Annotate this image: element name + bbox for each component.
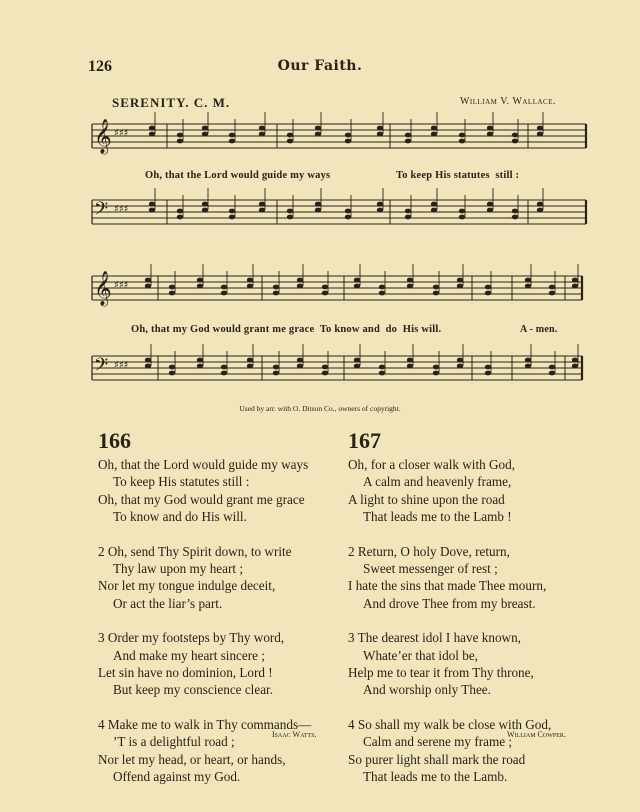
note-head xyxy=(177,139,183,144)
note-head xyxy=(549,285,555,290)
key-signature-icon: ♯♯♯ xyxy=(114,360,129,371)
key-signature-icon: ♯♯♯ xyxy=(114,280,129,291)
note-head xyxy=(315,208,321,213)
page-number: 126 xyxy=(88,58,112,75)
note-head xyxy=(169,285,175,290)
note-head xyxy=(177,209,183,214)
note-head xyxy=(525,278,531,283)
note-head xyxy=(405,209,411,214)
note-head xyxy=(433,285,439,290)
note-head xyxy=(485,291,491,296)
verse-line: 4 Make me to walk in Thy commands— xyxy=(98,716,312,732)
note-head xyxy=(315,202,321,207)
key-signature-icon: ♯♯♯ xyxy=(114,204,129,215)
note-head xyxy=(512,209,518,214)
verse-line: To keep His statutes still : xyxy=(113,474,250,490)
note-head xyxy=(537,202,543,207)
note-head xyxy=(487,126,493,131)
hymn-number-166: 166 xyxy=(98,428,131,453)
note-head xyxy=(512,215,518,220)
note-head xyxy=(273,365,279,370)
hymn-number-167: 167 xyxy=(348,428,381,453)
note-head xyxy=(202,126,208,131)
treble-clef-icon: 𝄞 xyxy=(94,271,112,306)
tune-name: SERENITY. C. M. xyxy=(112,95,231,110)
note-head xyxy=(287,139,293,144)
note-head xyxy=(525,358,531,363)
note-head xyxy=(221,285,227,290)
note-head xyxy=(221,371,227,376)
verse-line: Nor let my head, or heart, or hands, xyxy=(98,751,286,767)
note-head xyxy=(537,132,543,137)
verse-line: 2 Return, O holy Dove, return, xyxy=(348,543,510,559)
note-head xyxy=(297,284,303,289)
running-title: Our Faith. xyxy=(277,58,363,74)
copyright-notice: Used by arr. with O. Ditson Co., owners of copyright. xyxy=(239,404,401,413)
note-head xyxy=(177,215,183,220)
note-head xyxy=(315,132,321,137)
note-head xyxy=(229,215,235,220)
note-head xyxy=(457,358,463,363)
note-head xyxy=(572,358,578,363)
note-head xyxy=(433,291,439,296)
note-head xyxy=(525,364,531,369)
verse-line: That leads me to the Lamb. xyxy=(363,769,508,785)
stanza xyxy=(348,456,551,526)
note-head xyxy=(149,202,155,207)
note-head xyxy=(229,133,235,138)
verse-line: 3 Order my footsteps by Thy word, xyxy=(98,630,285,646)
note-head xyxy=(345,215,351,220)
note-head xyxy=(322,371,328,376)
note-head xyxy=(572,364,578,369)
note-head xyxy=(221,291,227,296)
note-head xyxy=(485,371,491,376)
note-head xyxy=(431,208,437,213)
note-head xyxy=(487,202,493,207)
verse-line: And worship only Thee. xyxy=(363,682,491,698)
note-head xyxy=(407,358,413,363)
note-head xyxy=(433,371,439,376)
note-head xyxy=(202,202,208,207)
note-head xyxy=(377,208,383,213)
note-head xyxy=(145,358,151,363)
note-head xyxy=(379,285,385,290)
verse-line: Oh, for a closer walk with God, xyxy=(348,457,516,472)
note-head xyxy=(379,365,385,370)
note-head xyxy=(354,284,360,289)
note-head xyxy=(457,364,463,369)
note-head xyxy=(322,285,328,290)
note-head xyxy=(169,371,175,376)
note-head xyxy=(512,133,518,138)
note-head xyxy=(354,358,360,363)
verse-line: Nor let my tongue indulge deceit, xyxy=(98,578,276,594)
note-head xyxy=(549,291,555,296)
key-signature-icon: ♯♯♯ xyxy=(114,128,129,139)
verse-line: And drove Thee from my breast. xyxy=(363,595,536,611)
hymn-167-text xyxy=(348,456,551,803)
verse-line: That leads me to the Lamb ! xyxy=(363,509,512,525)
note-head xyxy=(407,278,413,283)
verse-line: Or act the liar’s part. xyxy=(113,595,223,611)
note-head xyxy=(145,364,151,369)
note-head xyxy=(247,364,253,369)
note-head xyxy=(459,139,465,144)
note-head xyxy=(487,208,493,213)
treble-clef-icon: 𝄞 xyxy=(94,119,112,154)
note-head xyxy=(487,132,493,137)
note-head xyxy=(431,126,437,131)
note-head xyxy=(354,278,360,283)
note-head xyxy=(485,365,491,370)
stanza xyxy=(348,543,551,613)
verse-line: But keep my conscience clear. xyxy=(113,682,274,698)
hymn-167-author: William Cowper. xyxy=(507,730,566,739)
note-head xyxy=(322,291,328,296)
note-head xyxy=(297,278,303,283)
note-head xyxy=(572,278,578,283)
note-head xyxy=(459,209,465,214)
note-head xyxy=(229,209,235,214)
note-head xyxy=(377,126,383,131)
verse-line: Oh, that my God would grant me grace xyxy=(98,491,305,507)
lyric-line-1b: To keep His statutes still : xyxy=(396,170,520,181)
staff-system-2-treble xyxy=(92,264,582,307)
verse-line: Oh, that the Lord would guide my ways xyxy=(98,457,309,472)
note-head xyxy=(197,278,203,283)
note-head xyxy=(345,139,351,144)
note-head xyxy=(485,285,491,290)
verse-line: So purer light shall mark the road xyxy=(348,751,526,767)
verse-line: Help me to tear it from Thy throne, xyxy=(348,665,534,681)
bass-clef-icon: 𝄢 xyxy=(94,355,109,380)
note-head xyxy=(287,133,293,138)
note-head xyxy=(407,284,413,289)
note-head xyxy=(459,133,465,138)
note-head xyxy=(259,202,265,207)
lyric-line-2: Oh, that my God would grant me grace To know and do His will. xyxy=(131,324,442,335)
staff-system-1-bass xyxy=(92,188,586,224)
note-head xyxy=(247,284,253,289)
verse-line: Offend against my God. xyxy=(113,769,241,785)
note-head xyxy=(457,284,463,289)
note-head xyxy=(572,284,578,289)
note-head xyxy=(525,284,531,289)
verse-line: 4 So shall my walk be close with God, xyxy=(348,716,552,732)
note-head xyxy=(431,132,437,137)
note-head xyxy=(145,284,151,289)
note-head xyxy=(433,365,439,370)
note-head xyxy=(405,133,411,138)
note-head xyxy=(149,132,155,137)
note-head xyxy=(287,209,293,214)
note-head xyxy=(202,132,208,137)
note-head xyxy=(315,126,321,131)
note-head xyxy=(221,365,227,370)
hymn-166-text xyxy=(98,456,311,803)
note-head xyxy=(407,364,413,369)
note-head xyxy=(345,209,351,214)
note-head xyxy=(229,139,235,144)
note-head xyxy=(459,215,465,220)
note-head xyxy=(259,126,265,131)
note-head xyxy=(345,133,351,138)
note-head xyxy=(379,371,385,376)
stanza xyxy=(98,543,311,613)
stanza xyxy=(348,716,551,786)
note-head xyxy=(177,133,183,138)
note-head xyxy=(273,371,279,376)
note-head xyxy=(259,208,265,213)
verse-line: ’T is a delightful road ; xyxy=(113,734,235,750)
note-head xyxy=(431,202,437,207)
note-head xyxy=(379,291,385,296)
composer-credit: William V. Wallace. xyxy=(459,96,556,107)
note-head xyxy=(537,126,543,131)
note-head xyxy=(405,215,411,220)
stanza xyxy=(98,716,311,786)
note-head xyxy=(169,365,175,370)
note-head xyxy=(145,278,151,283)
note-head xyxy=(549,371,555,376)
note-head xyxy=(197,358,203,363)
verse-line: Sweet messenger of rest ; xyxy=(363,561,498,577)
note-head xyxy=(259,132,265,137)
note-head xyxy=(377,202,383,207)
verse-line: A light to shine upon the road xyxy=(348,491,505,507)
verse-line: And make my heart sincere ; xyxy=(113,647,265,663)
verse-line: Whate’er that idol be, xyxy=(363,647,478,663)
hymn-166-author: Isaac Watts. xyxy=(272,730,317,739)
note-head xyxy=(197,364,203,369)
verse-line: 3 The dearest idol I have known, xyxy=(348,630,521,646)
stanza xyxy=(98,456,311,526)
verse-line: Let sin have no dominion, Lord ! xyxy=(98,665,273,681)
note-head xyxy=(149,208,155,213)
note-head xyxy=(457,278,463,283)
verse-line: 2 Oh, send Thy Spirit down, to write xyxy=(98,543,292,559)
stanza xyxy=(98,629,311,699)
note-head xyxy=(197,284,203,289)
note-head xyxy=(322,365,328,370)
note-head xyxy=(169,291,175,296)
lyric-line-1a: Oh, that the Lord would guide my ways xyxy=(145,170,331,181)
verse-line: A calm and heavenly frame, xyxy=(363,474,512,490)
staff-system-2-bass xyxy=(92,344,582,380)
bass-clef-icon: 𝄢 xyxy=(94,199,109,224)
note-head xyxy=(149,126,155,131)
note-head xyxy=(247,358,253,363)
verse-line: I hate the sins that made Thee mourn, xyxy=(348,578,547,594)
verse-line: Calm and serene my frame ; xyxy=(363,734,513,750)
verse-line: Thy law upon my heart ; xyxy=(113,561,244,577)
note-head xyxy=(512,139,518,144)
note-head xyxy=(287,215,293,220)
stanza xyxy=(348,629,551,699)
note-head xyxy=(537,208,543,213)
note-head xyxy=(247,278,253,283)
note-head xyxy=(273,291,279,296)
note-head xyxy=(273,285,279,290)
staff-system-1-treble xyxy=(92,112,586,155)
note-head xyxy=(297,364,303,369)
note-head xyxy=(202,208,208,213)
verse-line: To know and do His will. xyxy=(113,509,247,525)
note-head xyxy=(377,132,383,137)
note-head xyxy=(549,365,555,370)
amen-lyric: A - men. xyxy=(520,324,558,335)
note-head xyxy=(297,358,303,363)
note-head xyxy=(405,139,411,144)
note-head xyxy=(354,364,360,369)
